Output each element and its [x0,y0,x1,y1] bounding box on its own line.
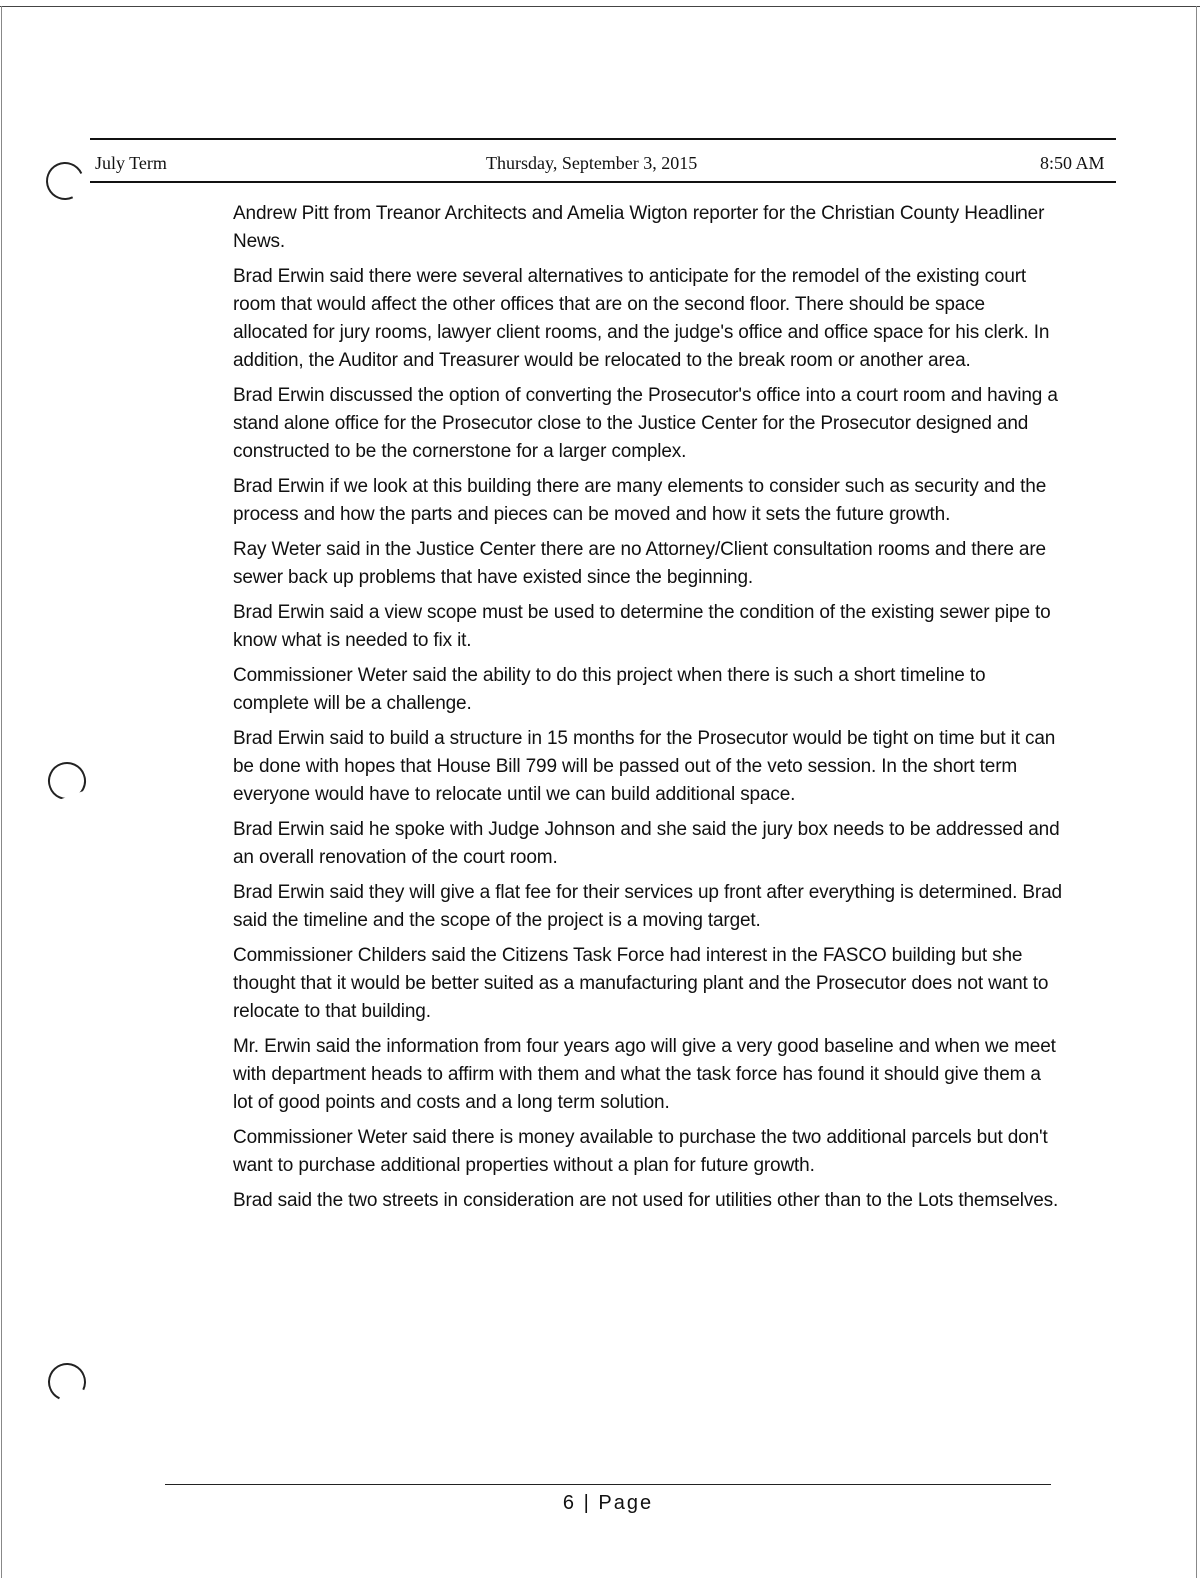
header-rule-top [90,138,1116,140]
paragraph: Brad Erwin if we look at this building there are many elements to consider such as security and the process and how the parts and pieces can be moved and how it sets the future growth. [233,476,1047,525]
paragraph: Brad Erwin said there were several alternatives to anticipate for the remodel of the existing court room that would affect the other offices that are on the second floor. There should be space allocated for jury rooms, lawyer client rooms, and the judge's office and office space for his clerk. In addition, the Auditor and Treasurer would be relocated to the break room or another area. [233,266,1050,371]
scan-top-edge [0,6,1200,7]
paragraph: Mr. Erwin said the information from four years ago will give a very good baseline and when we meet with department heads to affirm with them and what the task force has found it should give them a lot of good points and costs and a long term solution. [233,1036,1056,1113]
paragraph: Brad Erwin said to build a structure in 15 months for the Prosecutor would be tight on time but it can be done with hopes that House Bill 799 will be passed out of the veto session. In the short term everyone would have to relocate until we can build additional space. [233,728,1056,805]
paragraph: Brad Erwin discussed the option of converting the Prosecutor's office into a court room and having a stand alone office for the Prosecutor close to the Justice Center for the Prosecutor designed and constructed to be the cornerstone for a larger complex. [233,385,1058,462]
header-date: Thursday, September 3, 2015 [486,153,698,173]
paragraph: Brad Erwin said he spoke with Judge Johnson and she said the jury box needs to be addressed and an overall renovation of the court room. [233,819,1060,868]
paragraph: Brad said the two streets in consideration are not used for utilities other than to the Lots themselves. [233,1190,1059,1211]
header-time: 8:50 AM [1040,153,1105,173]
page-number: 6 | Page [562,1492,654,1514]
scan-right-edge [1196,6,1197,1578]
punch-hole-icon [43,1358,92,1407]
header-rule-bottom [90,181,1116,183]
footer-rule [165,1484,1051,1485]
paragraph: Andrew Pitt from Treanor Architects and Amelia Wigton reporter for the Christian County Headliner News. [233,203,1045,252]
paragraph: Commissioner Weter said the ability to do this project when there is such a short timeline to complete will be a challenge. [233,665,986,714]
header-term: July Term [95,153,167,173]
paragraph: Brad Erwin said they will give a flat fee for their services up front after everything is determined. Brad said the timeline and the scope of the project is a moving target. [233,882,1062,931]
paragraph: Commissioner Weter said there is money available to purchase the two additional parcels but don't want to purchase additional properties without a plan for future growth. [233,1127,1048,1176]
paragraph: Commissioner Childers said the Citizens Task Force had interest in the FASCO building but she thought that it would be better suited as a manufacturing plant and the Prosecutor does not want to relocate to that building. [233,945,1049,1022]
minutes-body [233,200,1063,1222]
paragraph: Brad Erwin said a view scope must be used to determine the condition of the existing sewer pipe to know what is needed to fix it. [233,602,1051,651]
paragraph: Ray Weter said in the Justice Center there are no Attorney/Client consultation rooms and there are sewer back up problems that have existed since the beginning. [233,539,1046,588]
scan-left-edge [1,6,2,1578]
punch-hole-icon [43,757,92,806]
punch-hole-icon [41,157,90,206]
